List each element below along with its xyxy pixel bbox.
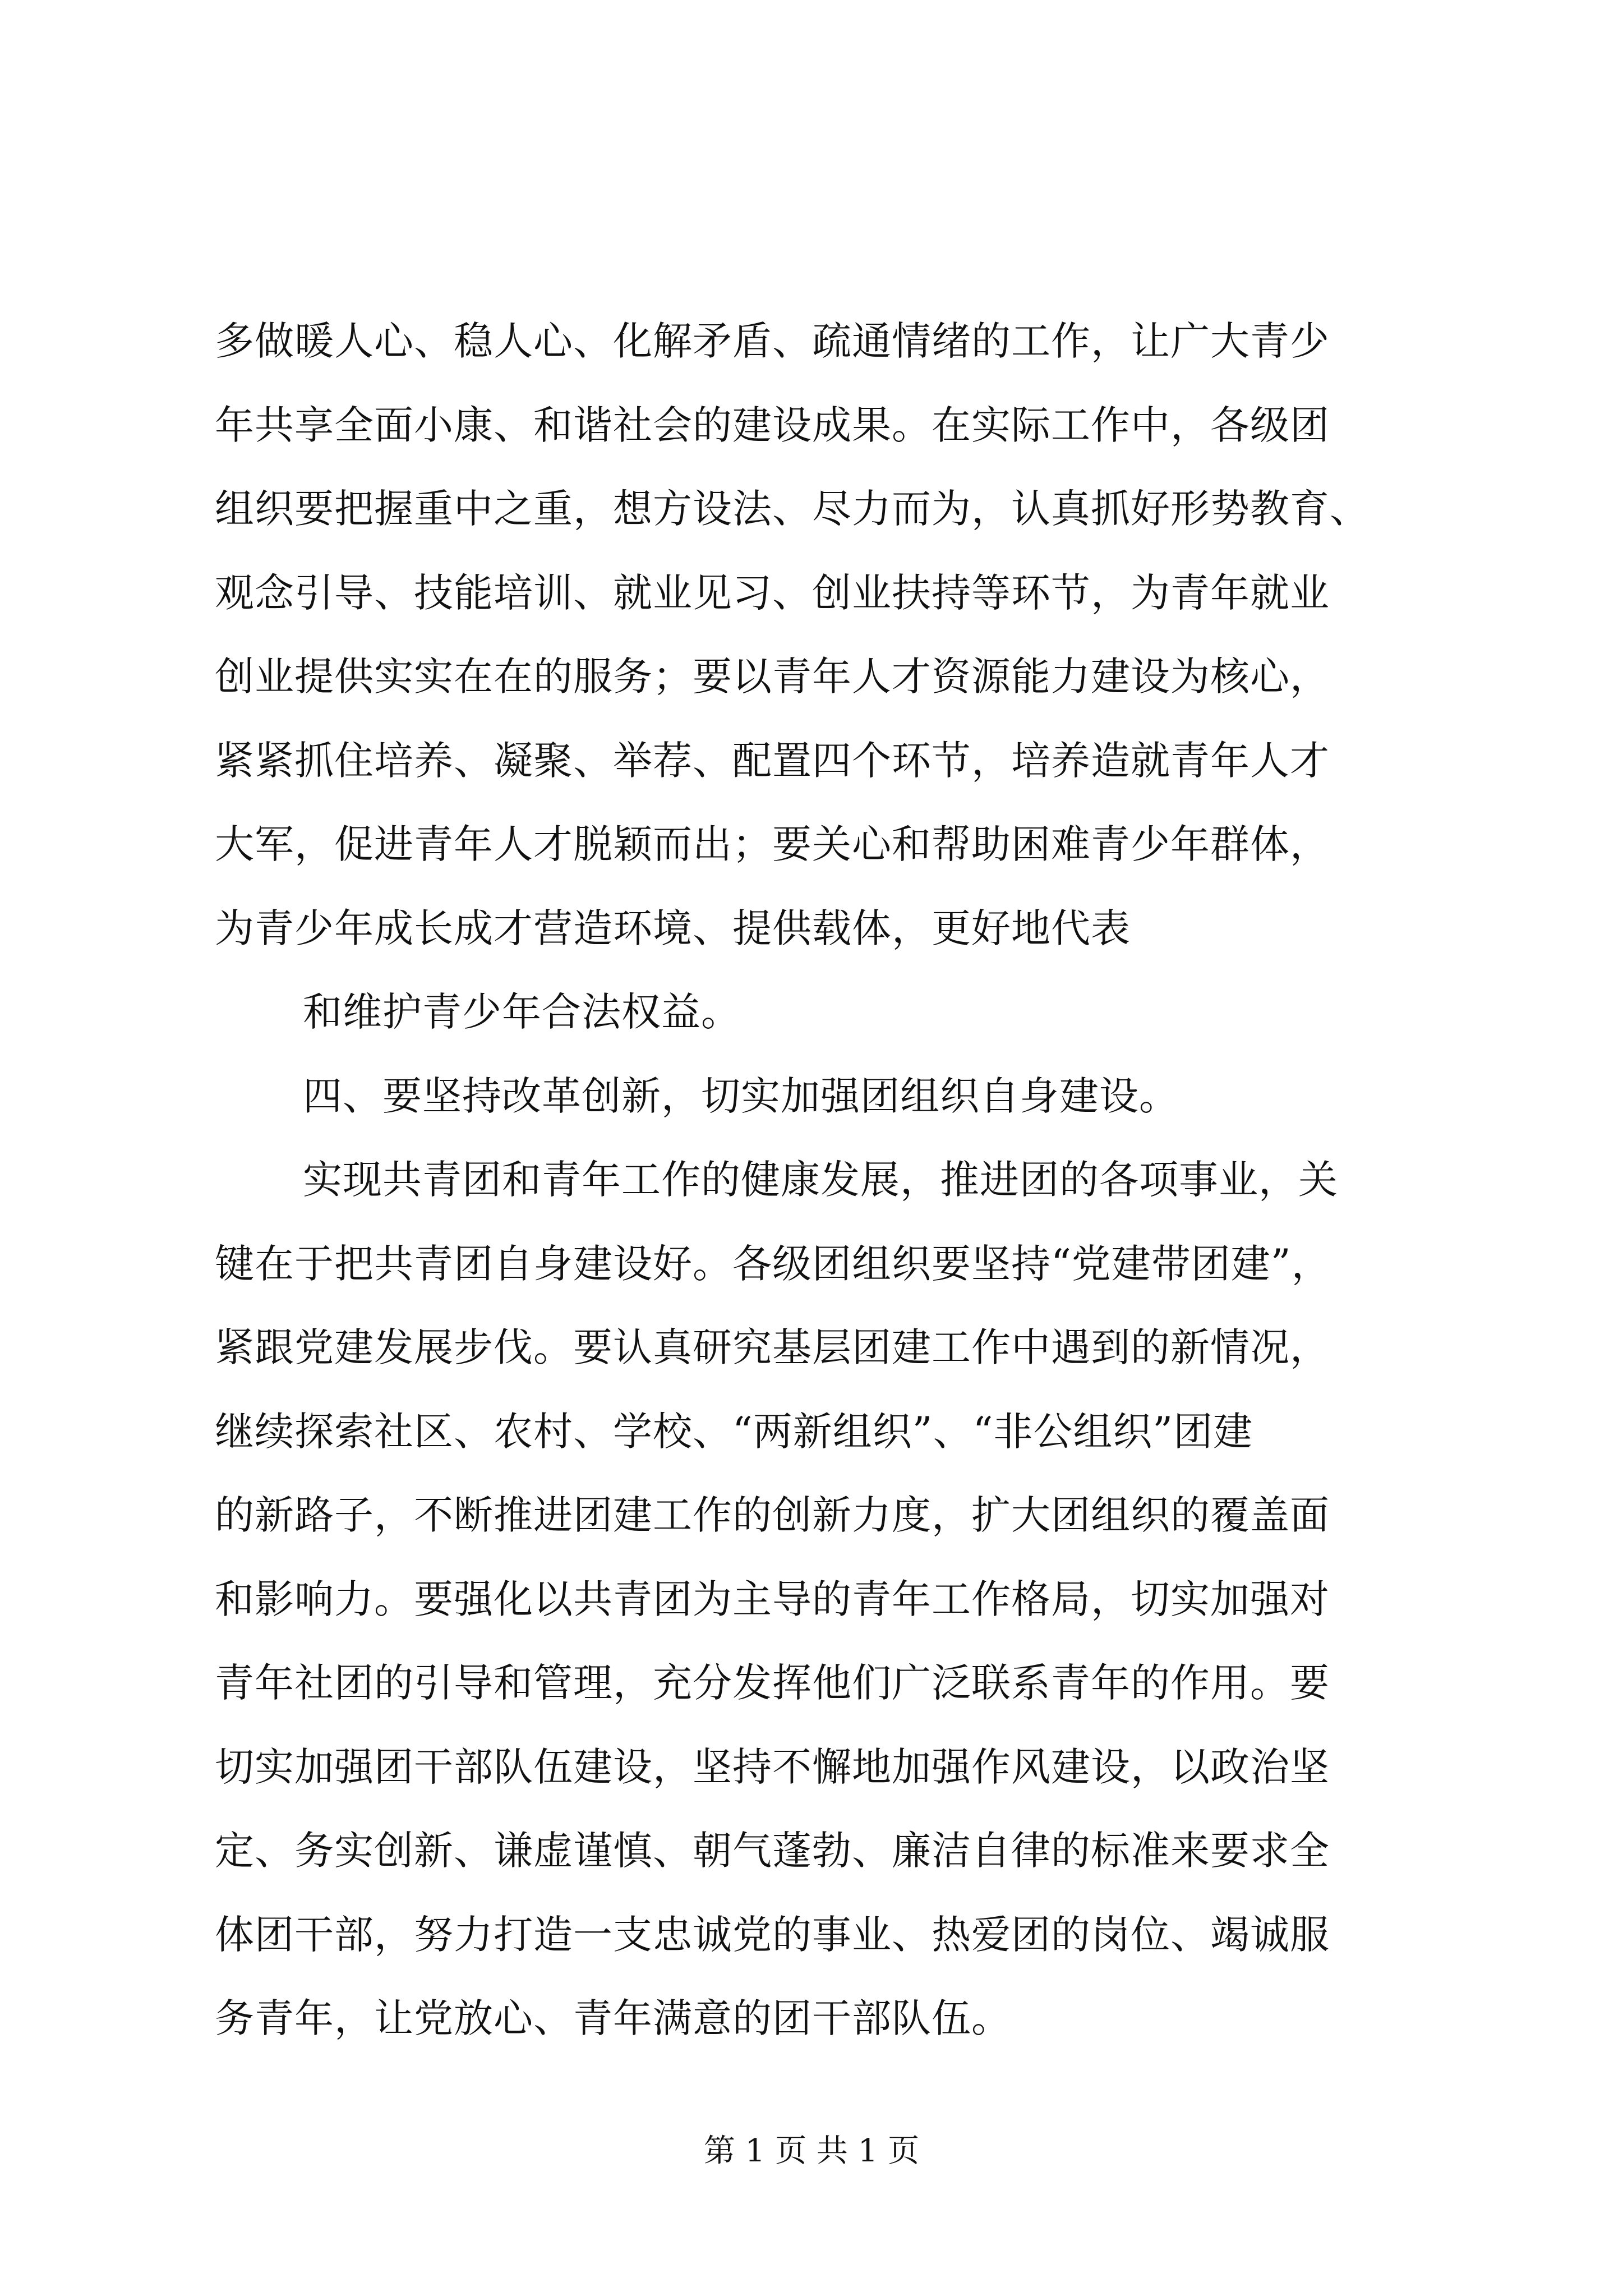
text-line: 为青少年成长成才营造环境、提供载体，更好地代表: [215, 905, 1131, 951]
section-heading: 四、要坚持改革创新，切实加强团组织自身建设。: [303, 1073, 1179, 1119]
page-footer: 第 1 页 共 1 页: [703, 2133, 920, 2169]
text-line: 切实加强团干部队伍建设，坚持不懈地加强作风建设，以政治坚: [215, 1744, 1330, 1790]
text-line: 观念引导、技能培训、就业见习、创业扶持等环节，为青年就业: [215, 570, 1330, 616]
text-line: 青年社团的引导和管理，充分发挥他们广泛联系青年的作用。要: [215, 1660, 1330, 1706]
text-line: 和维护青少年合法权益。: [303, 989, 741, 1035]
text-line: 的新路子，不断推进团建工作的创新力度，扩大团组织的覆盖面: [215, 1492, 1330, 1538]
text-line: 创业提供实实在在的服务；要以青年人才资源能力建设为核心，: [215, 654, 1330, 700]
text-line: 和影响力。要强化以共青团为主导的青年工作格局，切实加强对: [215, 1576, 1330, 1622]
text-line: 组织要把握重中之重，想方设法、尽力而为，认真抓好形势教育、: [215, 486, 1370, 532]
text-line: 紧跟党建发展步伐。要认真研究基层团建工作中遇到的新情况，: [215, 1324, 1330, 1370]
text-line: 务青年，让党放心、青年满意的团干部队伍。: [215, 1995, 1011, 2041]
text-line: 多做暖人心、稳人心、化解矛盾、疏通情绪的工作，让广大青少: [215, 318, 1330, 364]
text-line: 实现共青团和青年工作的健康发展，推进团的各项事业，关: [303, 1157, 1338, 1203]
text-line: 继续探索社区、农村、学校、“两新组织”、“非公组织”团建: [215, 1409, 1253, 1455]
text-line: 年共享全面小康、和谐社会的建设成果。在实际工作中，各级团: [215, 402, 1330, 448]
text-line: 键在于把共青团自身建设好。各级团组织要坚持“党建带团建”，: [215, 1241, 1331, 1287]
text-line: 紧紧抓住培养、凝聚、举荐、配置四个环节，培养造就青年人才: [215, 738, 1330, 784]
text-line: 大军，促进青年人才脱颖而出；要关心和帮助困难青少年群体，: [215, 821, 1330, 867]
text-line: 体团干部，努力打造一支忠诚党的事业、热爱团的岗位、竭诚服: [215, 1912, 1330, 1958]
text-line: 定、务实创新、谦虚谨慎、朝气蓬勃、廉洁自律的标准来要求全: [215, 1828, 1330, 1874]
